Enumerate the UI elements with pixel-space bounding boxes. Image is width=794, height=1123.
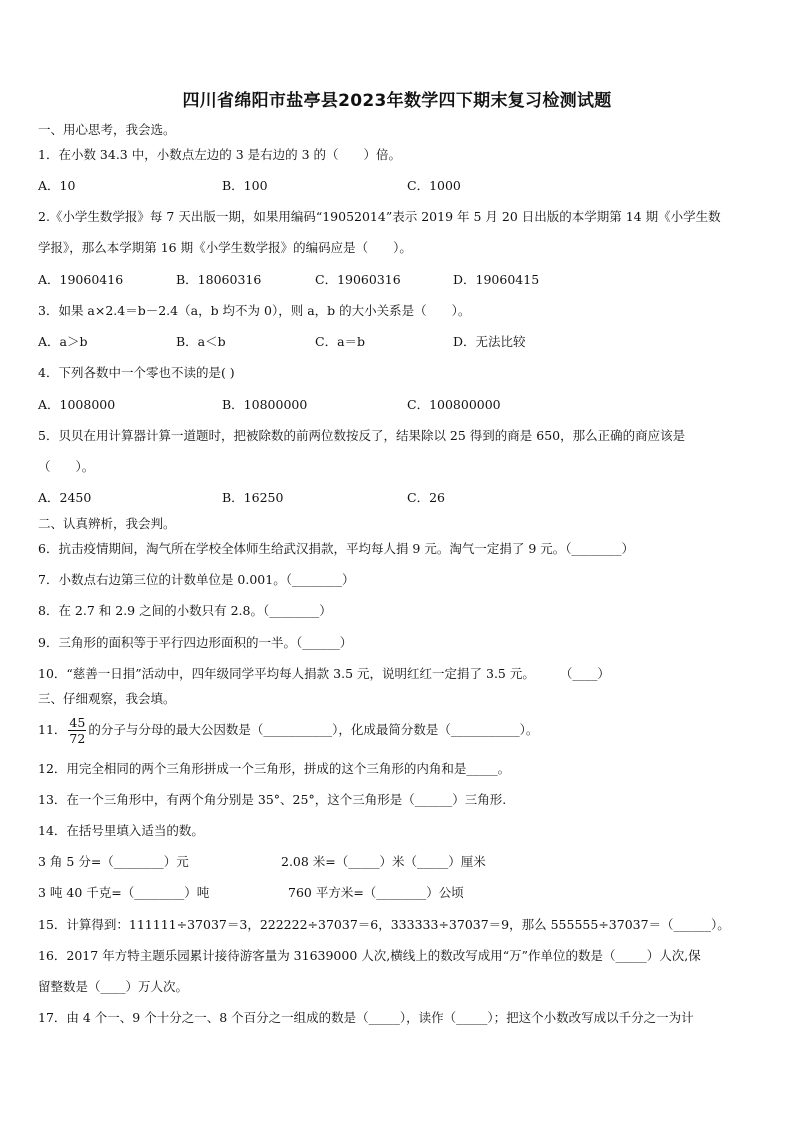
question-6: 6．抗击疫情期间，淘气所在学校全体师生给武汉捐款，平均每人捐 9 元。淘气一定捐了 9 元。（________） bbox=[38, 541, 635, 556]
option-b: B．100 bbox=[222, 178, 268, 193]
question-15: 15．计算得到：111111÷37037＝3，222222÷37037＝6，333333÷37037＝9，那么 555555÷37037＝（______）。 bbox=[38, 917, 730, 932]
question-1: 1．在小数 34.3 中，小数点左边的 3 是右边的 3 的（ ）倍。 bbox=[38, 147, 402, 162]
question-8: 8．在 2.7 和 2.9 之间的小数只有 2.8。（________） bbox=[38, 603, 332, 618]
fill-item: 3 吨 40 千克=（________）吨 bbox=[38, 885, 210, 900]
question-5-line-1: 5．贝贝在用计算器计算一道题时，把被除数的前两位数按反了，结果除以 25 得到的商是 650，那么正确的商应该是 bbox=[38, 428, 686, 443]
section-heading-2: 二、认真辨析，我会判。 bbox=[38, 516, 176, 531]
option-b: B．16250 bbox=[222, 490, 284, 505]
option-b: B．18060316 bbox=[176, 272, 262, 287]
question-16-line-2: 留整数是（____）万人次。 bbox=[38, 979, 189, 994]
question-11-number: 11． bbox=[38, 722, 67, 737]
fraction-denominator: 72 bbox=[69, 731, 86, 746]
option-a: A．10 bbox=[38, 178, 76, 193]
fill-item: 2.08 米=（_____）米（_____）厘米 bbox=[281, 854, 486, 869]
option-a: A．1008000 bbox=[38, 397, 116, 412]
fraction-numerator: 45 bbox=[69, 715, 86, 730]
section-heading-1: 一、用心思考，我会选。 bbox=[38, 122, 176, 137]
option-c: C．26 bbox=[407, 490, 445, 505]
fraction bbox=[68, 715, 86, 746]
question-14: 14．在括号里填入适当的数。 bbox=[38, 823, 204, 838]
fill-item: 760 平方米=（________）公顷 bbox=[288, 885, 464, 900]
question-2-line-1: 2.《小学生数学报》每 7 天出版一期，如果用编码“19052014”表示 2019 年 5 月 20 日出版的本学期第 14 期《小学生数 bbox=[38, 209, 721, 224]
question-13: 13．在一个三角形中，有两个角分别是 35°、25°，这个三角形是（______）三角形. bbox=[38, 792, 507, 807]
option-b: B．10800000 bbox=[222, 397, 308, 412]
option-c: C．1000 bbox=[407, 178, 461, 193]
option-c: C．100800000 bbox=[407, 397, 501, 412]
question-5-line-2: （ ）。 bbox=[38, 459, 95, 474]
question-11 bbox=[38, 713, 538, 747]
page-title: 四川省绵阳市盐亭县2023年数学四下期末复习检测试题 bbox=[182, 91, 612, 111]
option-d: D．无法比较 bbox=[453, 334, 526, 349]
question-3: 3．如果 a×2.4＝b－2.4（a，b 均不为 0），则 a，b 的大小关系是（ ）。 bbox=[38, 303, 471, 318]
option-b: B．a＜b bbox=[176, 334, 226, 349]
option-a: A．19060416 bbox=[38, 272, 124, 287]
option-a: A．a＞b bbox=[38, 334, 88, 349]
section-heading-3: 三、仔细观察，我会填。 bbox=[38, 691, 176, 706]
question-4: 4．下列各数中一个零也不读的是( ) bbox=[38, 365, 235, 380]
question-2-line-2: 学报》，那么本学期第 16 期《小学生数学报》的编码应是（ ）。 bbox=[38, 240, 412, 255]
question-16-line-1: 16．2017 年方特主题乐园累计接待游客量为 31639000 人次,横线上的数改写成用“万”作单位的数是（_____）人次,保 bbox=[38, 948, 701, 963]
option-d: D．19060415 bbox=[453, 272, 540, 287]
question-12: 12．用完全相同的两个三角形拼成一个三角形，拼成的这个三角形的内角和是_____。 bbox=[38, 761, 511, 776]
question-17: 17．由 4 个一、9 个十分之一、8 个百分之一组成的数是（_____），读作（_____）；把这个小数改写成以千分之一为计 bbox=[38, 1010, 694, 1025]
question-10: 10．“慈善一日捐”活动中，四年级同学平均每人捐款 3.5 元，说明红红一定捐了 3.5 元。 （____） bbox=[38, 666, 610, 681]
question-11-text: 的分子与分母的最大公因数是（___________），化成最简分数是（___________）。 bbox=[88, 722, 539, 737]
option-c: C．19060316 bbox=[315, 272, 401, 287]
option-c: C．a＝b bbox=[315, 334, 366, 349]
option-a: A．2450 bbox=[38, 490, 92, 505]
question-9: 9．三角形的面积等于平行四边形面积的一半。（______） bbox=[38, 635, 353, 650]
question-7: 7．小数点右边第三位的计数单位是 0.001。（________） bbox=[38, 572, 355, 587]
fill-item: 3 角 5 分=（________）元 bbox=[38, 854, 189, 869]
